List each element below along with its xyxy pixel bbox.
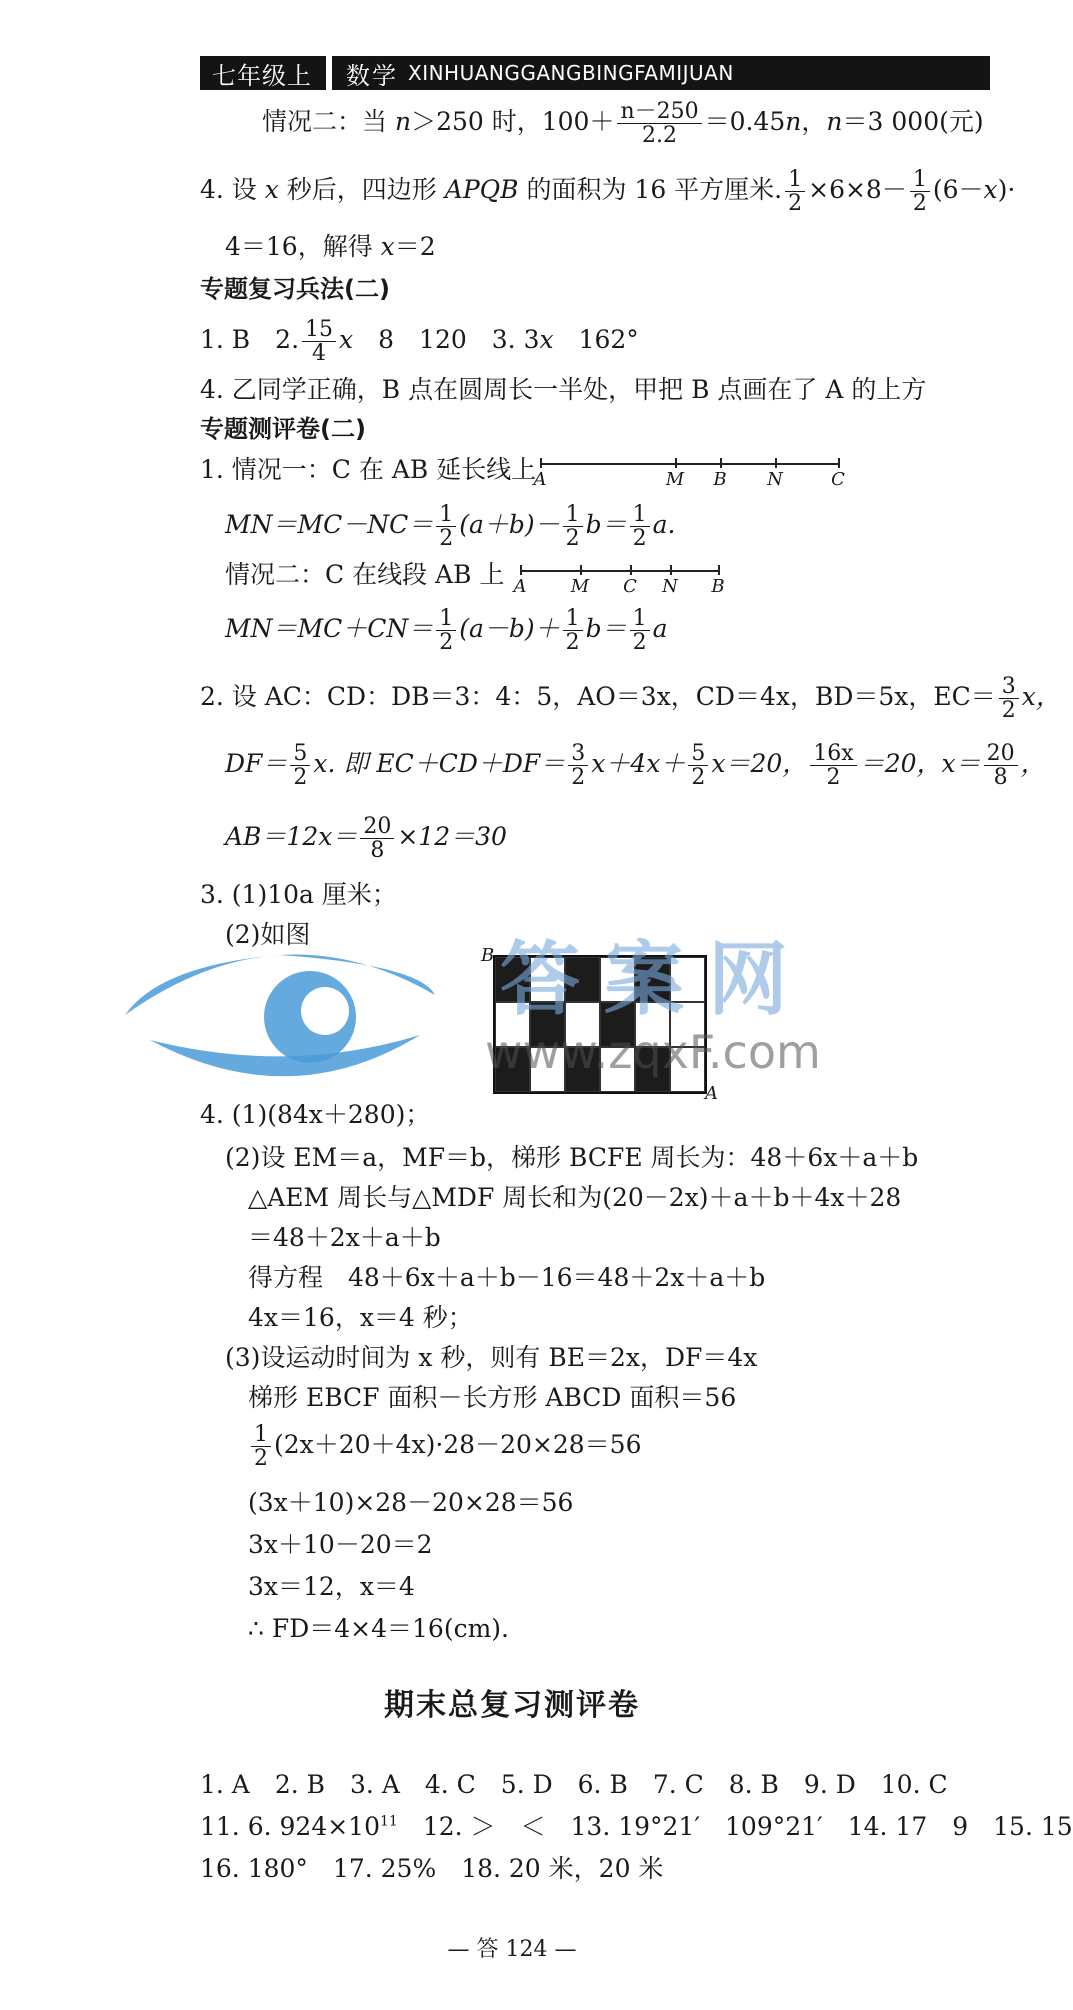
text: (a－b)＋ <box>459 614 560 644</box>
numerator: 16x <box>810 742 856 766</box>
test-q4-line: △AEM 周长与△MDF 周长和为(20－2x)＋a＋b＋4x＋28 <box>248 1183 902 1212</box>
denominator: 2 <box>912 191 927 217</box>
denominator: 2 <box>439 526 454 552</box>
text: ＞250 时，100＋ <box>411 107 615 137</box>
text: x＋4x＋ <box>591 749 686 779</box>
text: APQB <box>444 175 519 205</box>
numerator: 20 <box>360 815 394 839</box>
fraction <box>568 742 588 789</box>
text: MN＝MC－NC＝ <box>225 510 434 540</box>
fraction <box>290 742 310 789</box>
numerator: 1 <box>563 503 583 527</box>
fraction <box>617 100 701 147</box>
text: 4＝16，解得 <box>225 232 381 261</box>
test-q2-line-1 <box>200 675 1061 722</box>
text: ， <box>801 107 827 137</box>
tick <box>675 458 677 468</box>
fraction <box>810 742 856 789</box>
test-q4-line: 3x＝12，x＝4 <box>248 1572 415 1601</box>
segment-line <box>520 570 720 572</box>
header-bar <box>200 56 990 90</box>
denominator: 2 <box>826 765 841 791</box>
text: (a＋b)－ <box>459 510 560 540</box>
fraction <box>436 503 456 550</box>
fraction <box>999 675 1019 722</box>
text: b＝ <box>585 614 627 644</box>
section-heading-test: 专题测评卷(二) <box>200 415 366 443</box>
point-label: N <box>767 469 783 490</box>
point-label: B <box>711 576 725 597</box>
fraction <box>563 607 583 654</box>
final-answers-line-1: 1. A 2. B 3. A 4. C 5. D 6. B 7. C 8. B 9. D 10. C <box>200 1770 948 1799</box>
text: b＝ <box>585 510 627 540</box>
text: x＝20， <box>711 749 808 779</box>
page-number: — 答 124 — <box>447 1937 577 1962</box>
text: 11. 6. 924×10 <box>200 1812 380 1841</box>
denominator: 2 <box>632 526 647 552</box>
numerator: 1 <box>630 607 650 631</box>
numerator: 1 <box>563 607 583 631</box>
tick <box>670 565 672 575</box>
question-4-line-1 <box>200 168 1015 215</box>
tick <box>718 565 720 575</box>
fraction <box>360 815 394 862</box>
test-q4-line: (3x＋10)×28－20×28＝56 <box>248 1488 574 1517</box>
numerator: 1 <box>785 168 805 192</box>
text: ×12＝30 <box>397 822 507 852</box>
test-q4-line: 梯形 EBCF 面积－长方形 ABCD 面积＝56 <box>248 1383 737 1412</box>
test-q2-line-2 <box>225 742 1046 789</box>
numerator: 1 <box>251 1423 271 1447</box>
numerator: 3 <box>568 742 588 766</box>
point-label: B <box>713 469 727 490</box>
section-heading-review: 专题复习兵法(二) <box>200 275 390 303</box>
test-q4-line: 4x＝16，x＝4 秒； <box>248 1303 473 1332</box>
numerator: 1 <box>436 503 456 527</box>
watermark-url: www.zqxF.com <box>485 1025 821 1079</box>
corner-label-b: B <box>481 945 495 966</box>
fraction <box>251 1423 271 1470</box>
tick <box>838 458 840 468</box>
tick <box>720 458 722 468</box>
text: ＝2 <box>394 232 436 261</box>
denominator: 2 <box>565 526 580 552</box>
denominator: 2 <box>439 630 454 656</box>
review-answer-4: 4. 乙同学正确，B 点在圆周长一半处，甲把 B 点画在了 A 的上方 <box>200 375 927 404</box>
text: DF＝ <box>225 749 288 779</box>
text: x <box>539 325 554 355</box>
fraction <box>688 742 708 789</box>
test-q4-line: ＝48＋2x＋a＋b <box>248 1223 441 1252</box>
point-label: C <box>623 576 637 597</box>
case-two-line <box>262 100 984 147</box>
numerator: 1 <box>436 607 456 631</box>
question-4-line-2 <box>225 232 436 262</box>
text: 4. 设 <box>200 175 265 205</box>
text: x <box>380 232 395 261</box>
fraction <box>302 318 336 365</box>
denominator: 8 <box>993 765 1008 791</box>
denominator: 2 <box>1001 698 1016 724</box>
numerator: 1 <box>630 503 650 527</box>
point-label: C <box>831 469 845 490</box>
denominator: 2 <box>788 191 803 217</box>
test-q4-line <box>248 1423 641 1470</box>
segment-line <box>540 463 840 465</box>
text: 的面积为 16 平方厘米. <box>518 175 783 205</box>
text: x <box>264 175 279 205</box>
numerator: 3 <box>999 675 1019 699</box>
test-q4-part-3: (3)设运动时间为 x 秒，则有 BE＝2x，DF＝4x <box>225 1343 758 1372</box>
text: 情况二：当 <box>262 107 395 137</box>
text: x. 即 EC＋CD＋DF＝ <box>313 749 566 779</box>
text: 162° <box>553 325 639 355</box>
test-q2-line-3 <box>225 815 507 862</box>
numerator: 1 <box>910 168 930 192</box>
test-q1-case-two: 情况二：C 在线段 AB 上 <box>225 560 505 589</box>
text: MN＝MC＋CN＝ <box>225 614 434 644</box>
text: n <box>785 107 802 137</box>
review-answers-line <box>200 318 639 365</box>
denominator: 2 <box>565 630 580 656</box>
test-q3-part-1: 3. (1)10a 厘米； <box>200 880 397 909</box>
point-label: A <box>533 469 547 490</box>
denominator: 2 <box>254 1446 268 1472</box>
point-label: M <box>665 469 685 490</box>
section-title-final-review: 期末总复习测评卷 <box>384 1688 640 1723</box>
final-answers-line-2 <box>200 1812 1073 1842</box>
text: 秒后，四边形 <box>278 175 445 205</box>
numerator: 5 <box>688 742 708 766</box>
corner-label-a: A <box>705 1083 718 1104</box>
text: ＝20，x＝ <box>859 749 981 779</box>
point-label: M <box>570 576 590 597</box>
test-q1-formula-2 <box>225 607 668 654</box>
denominator: 8 <box>370 838 385 864</box>
point-label: A <box>513 576 527 597</box>
text: a. <box>652 510 676 540</box>
text: ×6×8－ <box>808 175 907 205</box>
text: x <box>339 325 354 355</box>
text: n <box>826 107 843 137</box>
text: ， <box>1020 749 1046 779</box>
numerator: 15 <box>302 318 336 342</box>
test-q4-part-2: (2)设 EM＝a，MF＝b，梯形 BCFE 周长为：48＋6x＋a＋b <box>225 1143 919 1172</box>
denominator: 2.2 <box>642 123 678 149</box>
fraction <box>630 607 650 654</box>
text: 1. B 2. <box>200 325 300 355</box>
text: 8 120 3. 3 <box>353 325 540 355</box>
test-q3-part-2: (2)如图 <box>225 920 311 949</box>
denominator: 2 <box>293 765 308 791</box>
numerator: 5 <box>290 742 310 766</box>
denominator: 2 <box>691 765 706 791</box>
fraction <box>630 503 650 550</box>
text: (2x＋20＋4x)·28－20×28＝56 <box>274 1430 642 1460</box>
header-pinyin: XINHUANGGANGBINGFAMIJUAN <box>408 61 734 85</box>
text: ＝0.45 <box>704 107 786 137</box>
tick <box>520 565 522 575</box>
text: 2. 设 AC：CD：DB＝3：4：5，AO＝3x，CD＝4x，BD＝5x，EC＝ <box>200 682 996 712</box>
denominator: 2 <box>632 630 647 656</box>
text: a <box>652 614 668 644</box>
text: x <box>983 175 998 205</box>
text: )· <box>997 175 1016 205</box>
test-q1-formula-1 <box>225 503 676 550</box>
exponent: 11 <box>379 1813 398 1830</box>
point-label: N <box>662 576 678 597</box>
tick <box>775 458 777 468</box>
tick <box>540 458 542 468</box>
tick <box>580 565 582 575</box>
denominator: 4 <box>312 341 327 367</box>
test-q4-conclusion: ∴ FD＝4×4＝16(cm). <box>248 1614 509 1643</box>
header-grade: 七年级上 <box>212 61 312 90</box>
text: ＝3 000(元) <box>842 107 984 137</box>
denominator: 2 <box>571 765 586 791</box>
text: (6－ <box>932 175 984 205</box>
test-q4-line: 得方程 48＋6x＋a＋b－16＝48＋2x＋a＋b <box>248 1263 766 1292</box>
text: x， <box>1021 682 1061 712</box>
test-q1-case-one: 1. 情况一：C 在 AB 延长线上 <box>200 455 537 484</box>
text: n <box>394 107 412 137</box>
text: 12. ＞ ＜ 13. 19°21′ 109°21′ 14. 17 9 15. 15 <box>397 1812 1073 1841</box>
fraction <box>436 607 456 654</box>
test-q4-part-1: 4. (1)(84x＋280)； <box>200 1100 431 1129</box>
watermark-title: 答案网 <box>500 933 812 1026</box>
final-answers-line-3: 16. 180° 17. 25% 18. 20 米，20 米 <box>200 1854 664 1883</box>
numerator: n－250 <box>617 100 701 124</box>
numerator: 20 <box>984 742 1018 766</box>
fraction <box>910 168 930 215</box>
tick <box>630 565 632 575</box>
test-q4-line: 3x＋10－20＝2 <box>248 1530 433 1559</box>
text: AB＝12x＝ <box>225 822 358 852</box>
fraction <box>563 503 583 550</box>
fraction <box>984 742 1018 789</box>
header-subject: 数学 <box>346 61 398 90</box>
fraction <box>785 168 805 215</box>
